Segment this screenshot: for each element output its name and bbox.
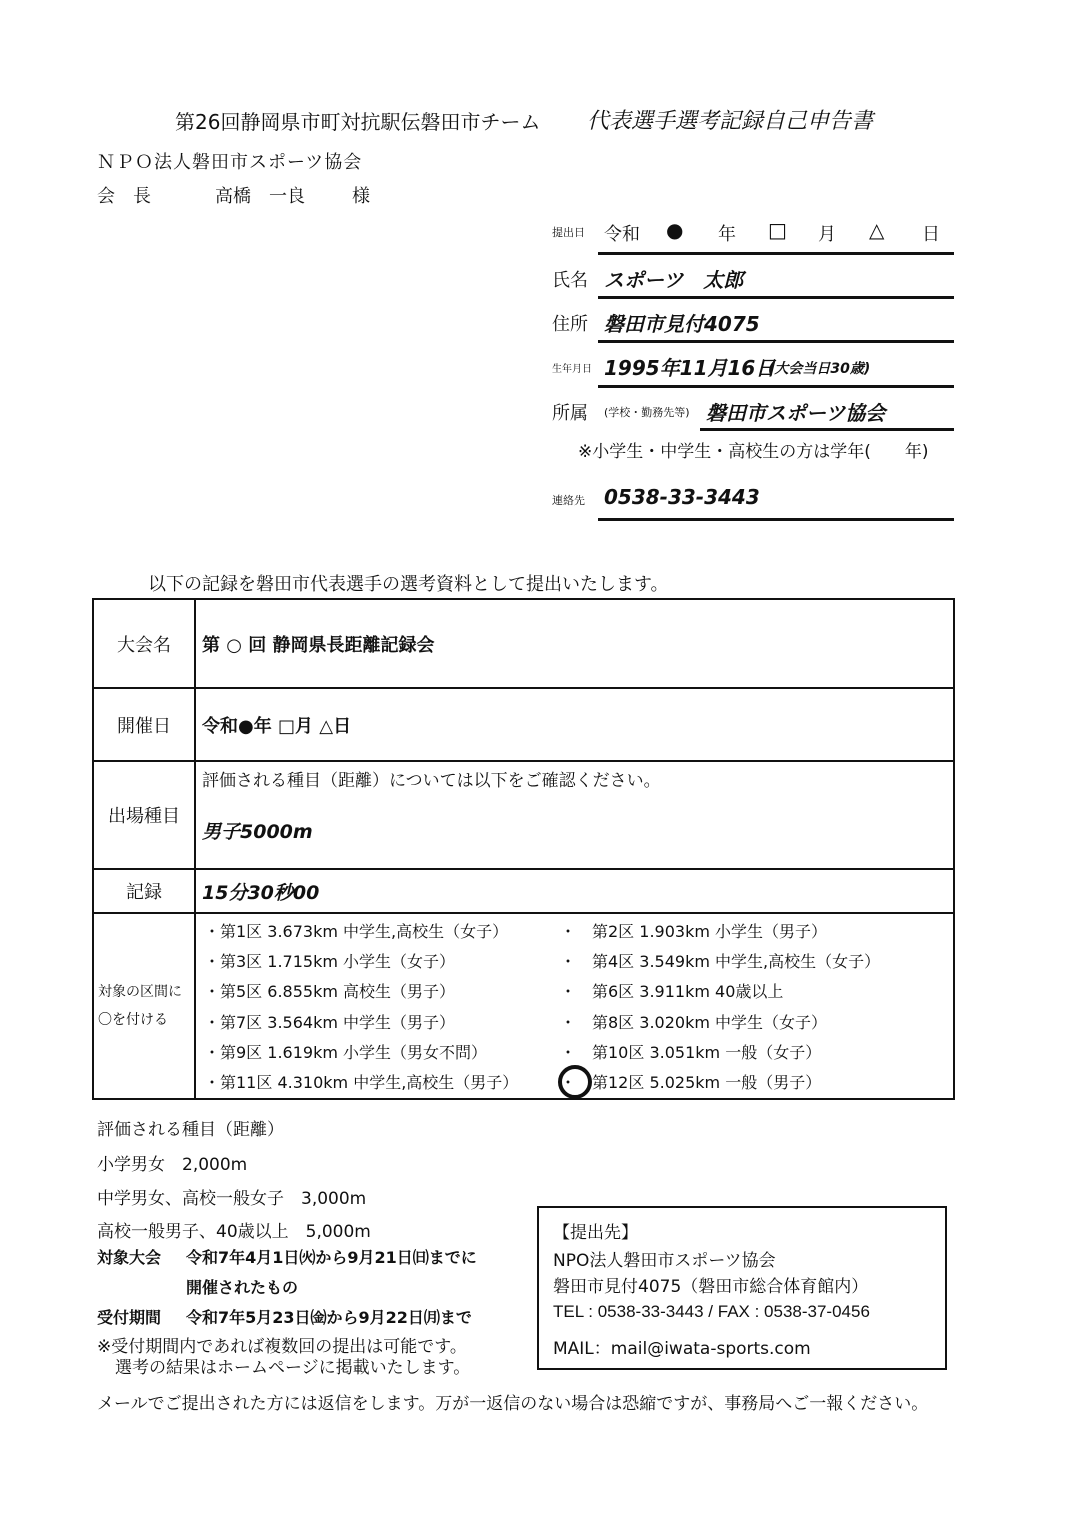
- section-item[interactable]: ・第5区 6.855km 高校生（男子）: [204, 982, 456, 1001]
- name-underline: [598, 296, 954, 299]
- intro-text: 以下の記録を磐田市代表選手の選考資料として提出いたします。: [148, 574, 669, 595]
- notes-heading: 評価される種目（距離）: [97, 1120, 284, 1140]
- section-cell: [195, 913, 954, 1099]
- recipient-role: 会 長: [97, 186, 151, 207]
- recipient-suffix: 様: [352, 186, 370, 207]
- section-item[interactable]: ・ 第4区 3.549km 中学生,高校生（女子）: [560, 952, 881, 971]
- recipient-name: 高橋 一良: [215, 186, 305, 207]
- birth-underline: [598, 385, 954, 388]
- section-item-selected[interactable]: ・ 第12区 5.025km 一般（男子）: [560, 1073, 822, 1092]
- birth-label: 生年月日: [552, 364, 592, 375]
- document-title: 第26回静岡県市町対抗駅伝磐田市チーム: [175, 110, 541, 134]
- submit-org: NPO法人磐田市スポーツ協会: [553, 1251, 776, 1271]
- contact-value: 0538-33-3443: [604, 485, 760, 509]
- footer-text: メールでご提出された方には返信をします。万が一返信のない場合は恐縮ですが、事務局へご一報ください。: [97, 1394, 929, 1414]
- notes-line: 中学男女、高校一般女子 3,000m: [97, 1189, 367, 1209]
- contact-underline: [598, 518, 954, 521]
- section-item[interactable]: ・第9区 1.619km 小学生（男女不問）: [204, 1043, 488, 1062]
- notes-line: 高校一般男子、40歳以上 5,000m: [97, 1222, 371, 1242]
- submit-heading: 【提出先】: [553, 1223, 638, 1243]
- record-table: [92, 598, 955, 1100]
- recipient-line: [97, 182, 370, 208]
- note-line: ※受付期間内であれば複数回の提出は可能です。: [97, 1337, 467, 1357]
- submit-date-month-unit: 月: [818, 224, 836, 245]
- section-item[interactable]: ・ 第8区 3.020km 中学生（女子）: [560, 1013, 828, 1032]
- name-label: 氏名: [552, 270, 588, 291]
- record-value: 15分30秒00: [195, 869, 954, 913]
- section-item[interactable]: ・第1区 3.673km 中学生,高校生（女子）: [204, 922, 509, 941]
- recipient-org: ＮＰＯ法人磐田市スポーツ協会: [97, 152, 363, 173]
- period-label: 受付期間: [97, 1308, 162, 1327]
- birth-age-note: (大会当日30歳): [768, 361, 871, 377]
- section-item[interactable]: ・第7区 3.564km 中学生（男子）: [204, 1013, 456, 1032]
- target-meet-label: 対象大会: [97, 1248, 162, 1267]
- affiliation-sublabel: (学校・勤務先等): [604, 406, 690, 419]
- notes-line: 小学男女 2,000m: [97, 1155, 248, 1175]
- section-label: 対象の区間に〇を付ける: [93, 913, 195, 1099]
- note-line: 選考の結果はホームページに掲載いたします。: [115, 1358, 471, 1378]
- event-value: 男子5000m: [202, 821, 313, 843]
- affiliation-label: 所属: [552, 403, 588, 424]
- date-underline: [598, 252, 954, 255]
- submit-date-label: 提出日: [552, 226, 585, 239]
- submit-date-day-unit: 日: [922, 224, 940, 245]
- submit-date-year-mark: ●: [666, 218, 684, 242]
- birth-value: 1995年11月16日: [604, 356, 776, 380]
- section-item[interactable]: ・ 第10区 3.051km 一般（女子）: [560, 1043, 822, 1062]
- meet-label: 大会名: [93, 599, 195, 688]
- date-value: 令和●年 □月 △日: [195, 688, 954, 761]
- section-item[interactable]: ・第11区 4.310km 中学生,高校生（男子）: [204, 1073, 519, 1092]
- target-meet-value: 令和7年4月1日㈫から9月21日㈰までに: [186, 1248, 477, 1267]
- section-grid: [196, 915, 953, 1097]
- submit-address: 磐田市見付4075（磐田市総合体育館内）: [553, 1277, 869, 1297]
- event-cell: [195, 761, 954, 869]
- submit-date-year-unit: 年: [718, 224, 736, 245]
- date-label: 開催日: [93, 688, 195, 761]
- address-value: 磐田市見付4075: [604, 312, 760, 336]
- submit-date-day-mark: △: [869, 218, 885, 242]
- affiliation-underline: [700, 428, 954, 431]
- name-value: スポーツ 太郎: [604, 268, 744, 292]
- submit-to-box: [537, 1206, 947, 1370]
- submit-date-month-mark: □: [768, 218, 787, 242]
- document-subtitle: 代表選手選考記録自己申告書: [587, 109, 874, 134]
- selection-circle-mark: [558, 1065, 592, 1099]
- grade-note: ※小学生・中学生・高校生の方は学年( 年): [578, 442, 929, 462]
- period-value: 令和7年5月23日㈮から9月22日㈪まで: [186, 1308, 472, 1327]
- affiliation-value: 磐田市スポーツ協会: [706, 401, 886, 425]
- event-label: 出場種目: [93, 761, 195, 869]
- record-label: 記録: [93, 869, 195, 913]
- event-note: 評価される種目（距離）については以下をご確認ください。: [202, 771, 661, 791]
- section-item[interactable]: ・ 第2区 1.903km 小学生（男子）: [560, 922, 828, 941]
- target-meet-value-2: 開催されたもの: [186, 1278, 299, 1297]
- contact-label: 連絡先: [552, 494, 585, 507]
- meet-value: 第 ○ 回 静岡県長距離記録会: [195, 599, 954, 688]
- submit-tel-fax: TEL : 0538-33-3443 / FAX : 0538-37-0456: [553, 1302, 870, 1321]
- address-label: 住所: [552, 314, 588, 335]
- submit-mail[interactable]: MAIL：mail@iwata-sports.com: [553, 1339, 811, 1359]
- address-underline: [598, 340, 954, 343]
- section-item[interactable]: ・ 第6区 3.911km 40歳以上: [560, 982, 784, 1001]
- section-item[interactable]: ・第3区 1.715km 小学生（女子）: [204, 952, 456, 971]
- submit-date-era: 令和: [604, 224, 640, 245]
